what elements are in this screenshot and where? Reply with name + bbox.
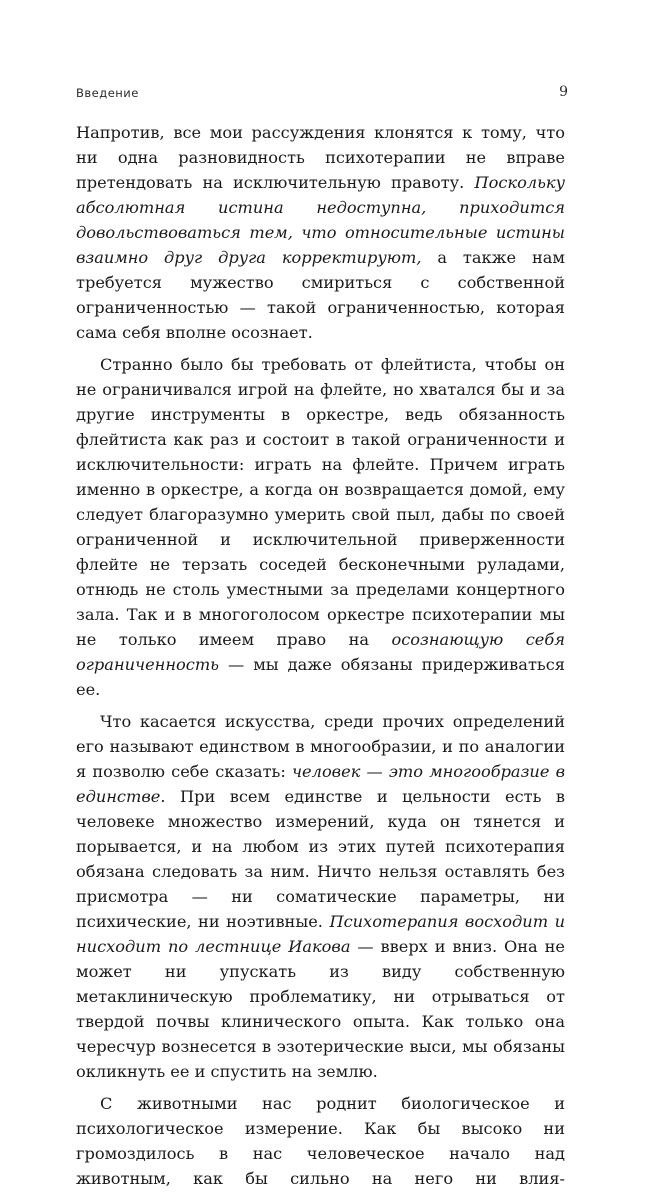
text-segment: Что касается искусства, среди прочих определений его называют единством в многообразии, и по аналогии я позволю себе сказать:: [76, 712, 565, 781]
text-segment: — мы даже обязаны придерживаться ее.: [76, 655, 565, 699]
running-header-title: Введение: [76, 86, 139, 100]
paragraph: [76, 709, 565, 1084]
italic-segment: Поскольку абсолютная истина недоступна, приходится довольствоваться тем, что относительные истины взаимно друг друга корректируют,: [76, 173, 565, 267]
paragraph: [76, 1091, 565, 1191]
text-segment: а также нам требуется мужество смириться с собственной ограниченностью — такой ограниченностью, которая сама себя вполне осознает.: [76, 248, 565, 342]
text-segment: Напротив, все мои рассуждения клонятся к тому, что ни одна разновидность психотерапии не вправе претендовать на исключительную правоту.: [76, 123, 565, 192]
body-text: [76, 120, 565, 1198]
text-segment: С животными нас роднит биологическое и психологическое измерение. Как бы высоко ни громоздилось в нас человеческое начало над животным, как бы сильно на него ни влия-: [76, 1094, 565, 1188]
page-number: 9: [559, 84, 568, 100]
italic-segment: осознающую себя ограниченность: [76, 630, 565, 674]
italic-segment: Психотерапия восходит и нисходит по лестнице Иакова: [76, 912, 565, 956]
text-segment: Странно было бы требовать от флейтиста, чтобы он не ограничивался игрой на флейте, но хватался бы и за другие инструменты в оркестре, ведь обязанность флейтиста как раз и состоит в такой ограниченности и исключительности: играть на флейте. Причем играть именно в оркестре, а когда он возвращается домой, ему следует благоразумно умерить свой пыл, дабы по своей ограниченной и исключительной приверженности флейте не терзать соседей бесконечными руладами, отнюдь не столь уместными за пределами концертного зала. Так и в многоголосом оркестре психотерапии мы не только имеем право на: [76, 355, 565, 649]
text-segment: При всем единстве и цельности есть в человеке множество измерений, куда он тянется и порывается, и на любом из этих путей психотерапия обязана следовать за ним. Ничто нельзя оставлять без присмотра — ни соматические параметры, ни психические, ни ноэтивные.: [76, 787, 565, 931]
italic-segment: человек — это многообразие в единстве.: [76, 762, 566, 806]
text-segment: — вверх и вниз. Она не может ни упускать из виду собственную метаклиническую проблематику, ни отрываться от твердой почвы клинического опыта. Как только она чересчур вознесется в эзотерические выси, мы обязаны окликнуть ее и спустить на землю.: [76, 937, 565, 1081]
paragraph: [76, 352, 565, 702]
paragraph: [76, 120, 565, 345]
